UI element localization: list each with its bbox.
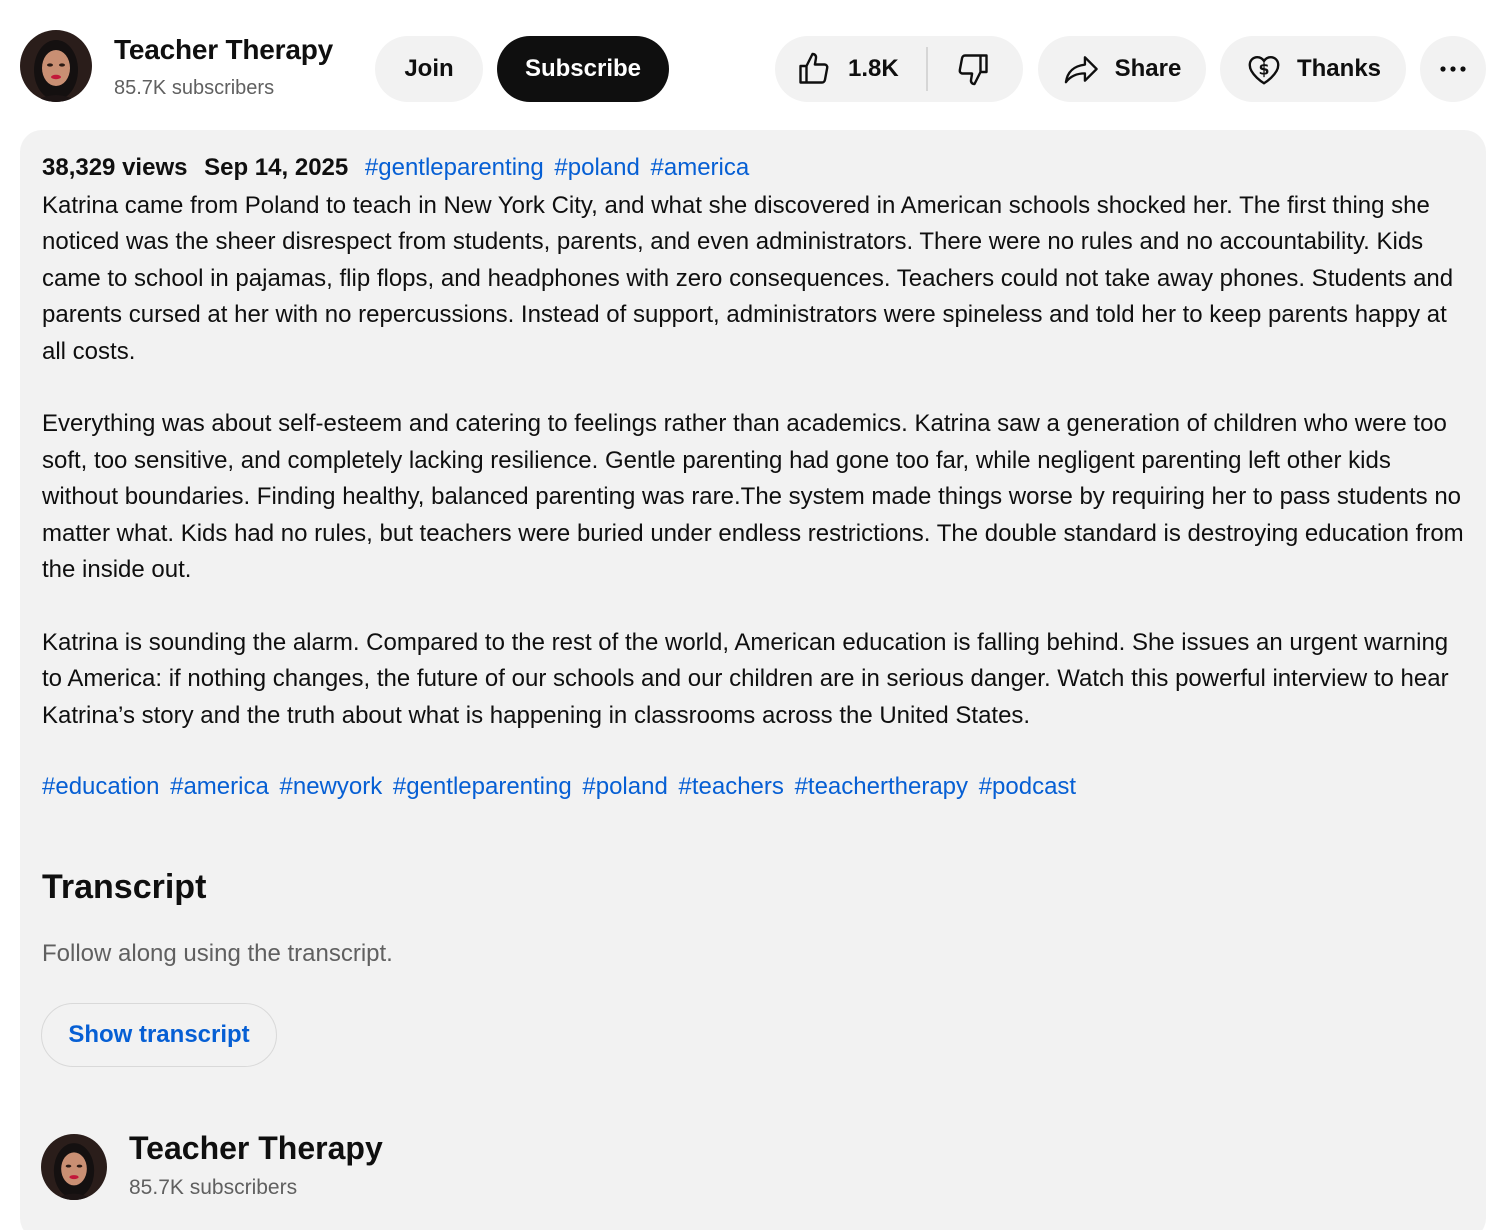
hashtag-link[interactable]: #gentleparenting xyxy=(392,773,572,800)
header-hashtag[interactable]: #america xyxy=(650,154,750,181)
description-paragraph: Everything was about self-esteem and catering to feelings rather than academics. Katrina saw a generation of children who were too soft, too sensitive, and completely lacking resilience. Gentle parenting had gone too far, while negligent parenting left other kids without boundaries. Finding healthy, balanced parenting was rare.The system made things worse by requiring her to pass students no matter what. Kids had no rules, but teachers were buried under endless restrictions. The double standard is destroying education from the inside out. xyxy=(42,410,1464,584)
subscriber-count: 85.7K subscribers xyxy=(114,77,275,99)
thanks-label: Thanks xyxy=(1296,55,1382,82)
show-transcript-label: Show transcript xyxy=(68,1021,250,1048)
show-transcript-button[interactable] xyxy=(41,1003,277,1067)
share-icon xyxy=(1063,51,1101,87)
join-label: Join xyxy=(404,55,454,82)
channel-avatar-footer[interactable] xyxy=(41,1134,107,1200)
description-paragraph: Katrina came from Poland to teach in New York City, and what she discovered in American schools shocked her. The first thing she noticed was the sheer disrespect from students, parents, and even administrators. There were no rules and no accountability. Kids came to school in pajamas, flip flops, and headphones with zero consequences. Teachers could not take away phones. Students and parents cursed at her with no repercussions. Instead of support, administrators were spineless and told her to keep parents happy at all costs. xyxy=(42,192,1454,365)
dislike-button[interactable] xyxy=(928,36,1018,102)
header-hashtag[interactable]: #poland xyxy=(554,154,640,181)
hashtag-link[interactable]: #newyork xyxy=(279,773,383,800)
channel-name-footer[interactable]: Teacher Therapy xyxy=(129,1130,383,1166)
hashtag-link[interactable]: #teachers xyxy=(678,773,784,800)
share-label: Share xyxy=(1114,55,1182,82)
upload-date: Sep 14, 2025 xyxy=(204,154,349,181)
dislike-icon xyxy=(955,51,991,87)
avatar-portrait-icon xyxy=(20,30,92,102)
channel-avatar[interactable] xyxy=(20,30,92,102)
description-paragraph: Katrina is sounding the alarm. Compared to the rest of the world, American education is falling behind. She issues an urgent warning to America: if nothing changes, the future of our schools and our children are in serious danger. Watch this powerful interview to hear Katrina’s story and the truth about what is happening in classrooms across the United States. xyxy=(42,628,1449,729)
hashtag-link[interactable]: #poland xyxy=(582,773,668,800)
transcript-subtitle: Follow along using the transcript. xyxy=(42,940,393,967)
more-icon xyxy=(1438,65,1468,73)
description-body xyxy=(42,188,1472,770)
header-hashtag[interactable]: #gentleparenting xyxy=(364,154,544,181)
more-actions-button[interactable] xyxy=(1420,36,1486,102)
hashtag-link[interactable]: #podcast xyxy=(978,773,1077,800)
hashtag-link[interactable]: #education xyxy=(42,773,160,800)
join-button[interactable] xyxy=(375,36,483,102)
transcript-heading: Transcript xyxy=(42,868,207,906)
thanks-icon xyxy=(1245,50,1283,88)
description-panel[interactable] xyxy=(20,130,1486,1230)
avatar-portrait-icon xyxy=(41,1134,107,1200)
share-button[interactable] xyxy=(1038,36,1206,102)
like-dislike-group xyxy=(775,36,1023,102)
subscriber-count-footer: 85.7K subscribers xyxy=(129,1176,298,1199)
view-count: 38,329 views xyxy=(42,154,188,181)
hashtag-list xyxy=(42,773,1080,801)
hashtag-link[interactable]: #america xyxy=(170,773,269,800)
subscribe-label: Subscribe xyxy=(524,55,642,82)
like-button[interactable] xyxy=(775,36,926,102)
video-meta xyxy=(42,154,753,182)
channel-name[interactable]: Teacher Therapy xyxy=(114,34,334,65)
hashtag-link[interactable]: #teachertherapy xyxy=(794,773,969,800)
subscribe-button[interactable] xyxy=(497,36,669,102)
like-icon xyxy=(796,51,832,87)
thanks-button[interactable] xyxy=(1220,36,1406,102)
like-count: 1.8K xyxy=(848,55,899,82)
svg-text:$: $ xyxy=(1258,59,1270,79)
